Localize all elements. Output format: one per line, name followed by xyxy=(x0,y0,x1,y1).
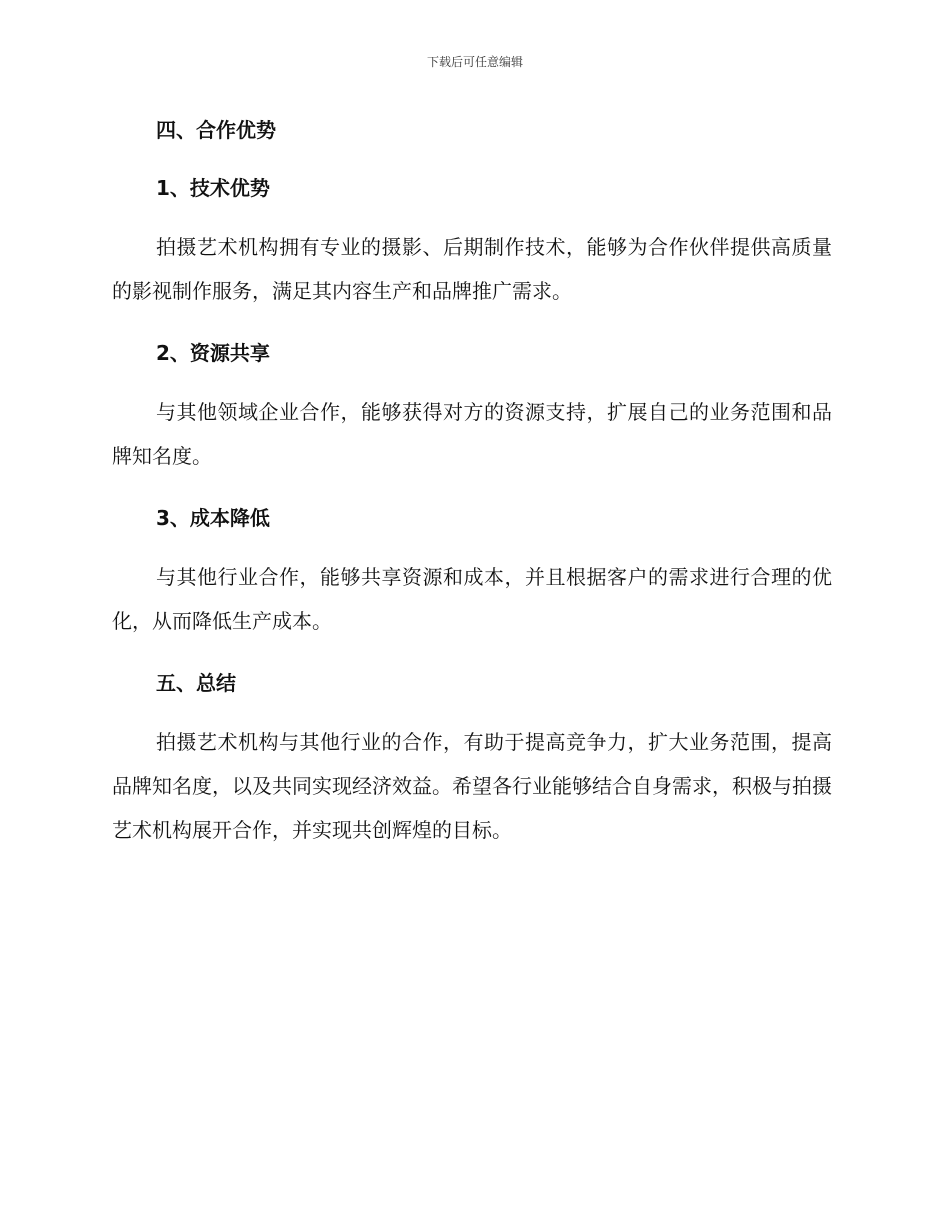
paragraph-cost-reduction: 与其他行业合作，能够共享资源和成本，并且根据客户的需求进行合理的优化，从而降低生产成本。 xyxy=(112,565,832,633)
subheading-technical-advantage: 1、技术优势 xyxy=(156,176,270,200)
document-body xyxy=(112,112,832,874)
paragraph-resource-sharing: 与其他领域企业合作，能够获得对方的资源支持，扩展自己的业务范围和品牌知名度。 xyxy=(112,400,832,468)
section-heading-cooperation-advantages: 四、合作优势 xyxy=(156,118,276,142)
subheading-cost-reduction: 3、成本降低 xyxy=(156,506,270,530)
section-heading-summary: 五、总结 xyxy=(156,671,236,695)
paragraph-technical-advantage: 拍摄艺术机构拥有专业的摄影、后期制作技术，能够为合作伙伴提供高质量的影视制作服务，满足其内容生产和品牌推广需求。 xyxy=(112,235,832,303)
subheading-resource-sharing: 2、资源共享 xyxy=(156,341,270,365)
page-header-note: 下载后可任意编辑 xyxy=(426,55,523,69)
paragraph-summary: 拍摄艺术机构与其他行业的合作，有助于提高竞争力，扩大业务范围，提高品牌知名度，以及共同实现经济效益。希望各行业能够结合自身需求，积极与拍摄艺术机构展开合作，并实现共创辉煌的目标。 xyxy=(112,730,832,842)
